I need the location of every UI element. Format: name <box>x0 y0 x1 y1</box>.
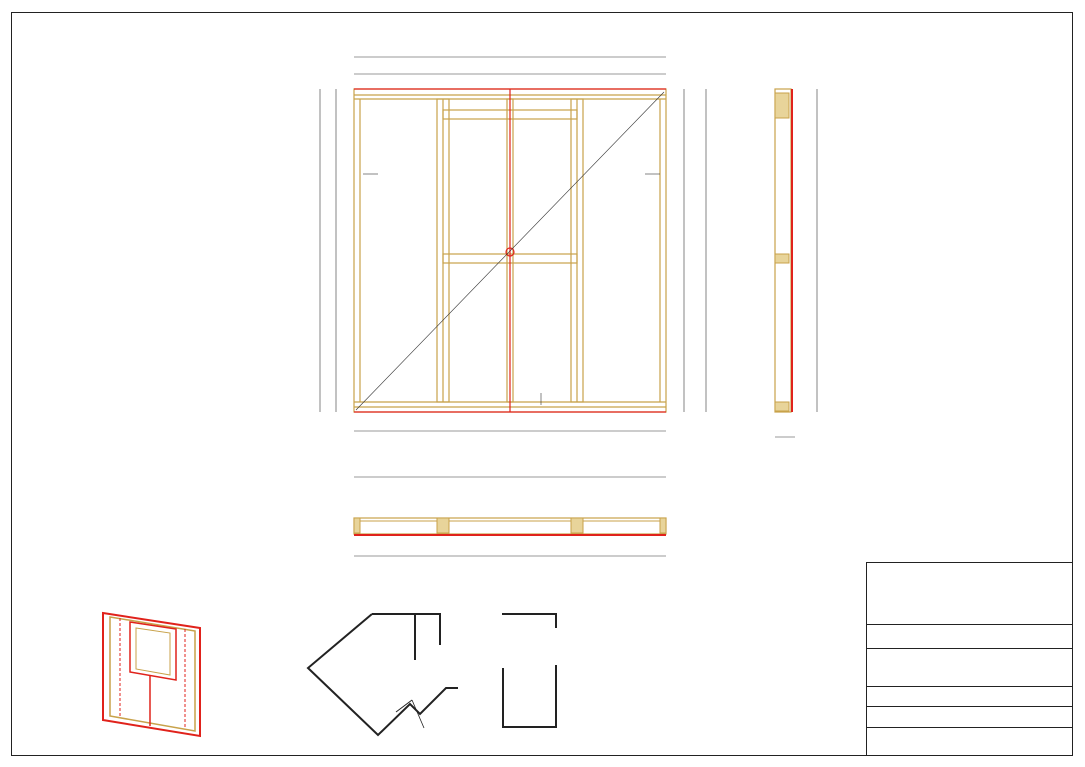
section-aa <box>775 89 817 437</box>
ref-label <box>867 625 1073 649</box>
section-bb <box>354 518 666 556</box>
title-block <box>866 562 1073 756</box>
3d-view <box>103 613 200 736</box>
company-label <box>867 563 1073 625</box>
plan-view <box>308 614 556 735</box>
